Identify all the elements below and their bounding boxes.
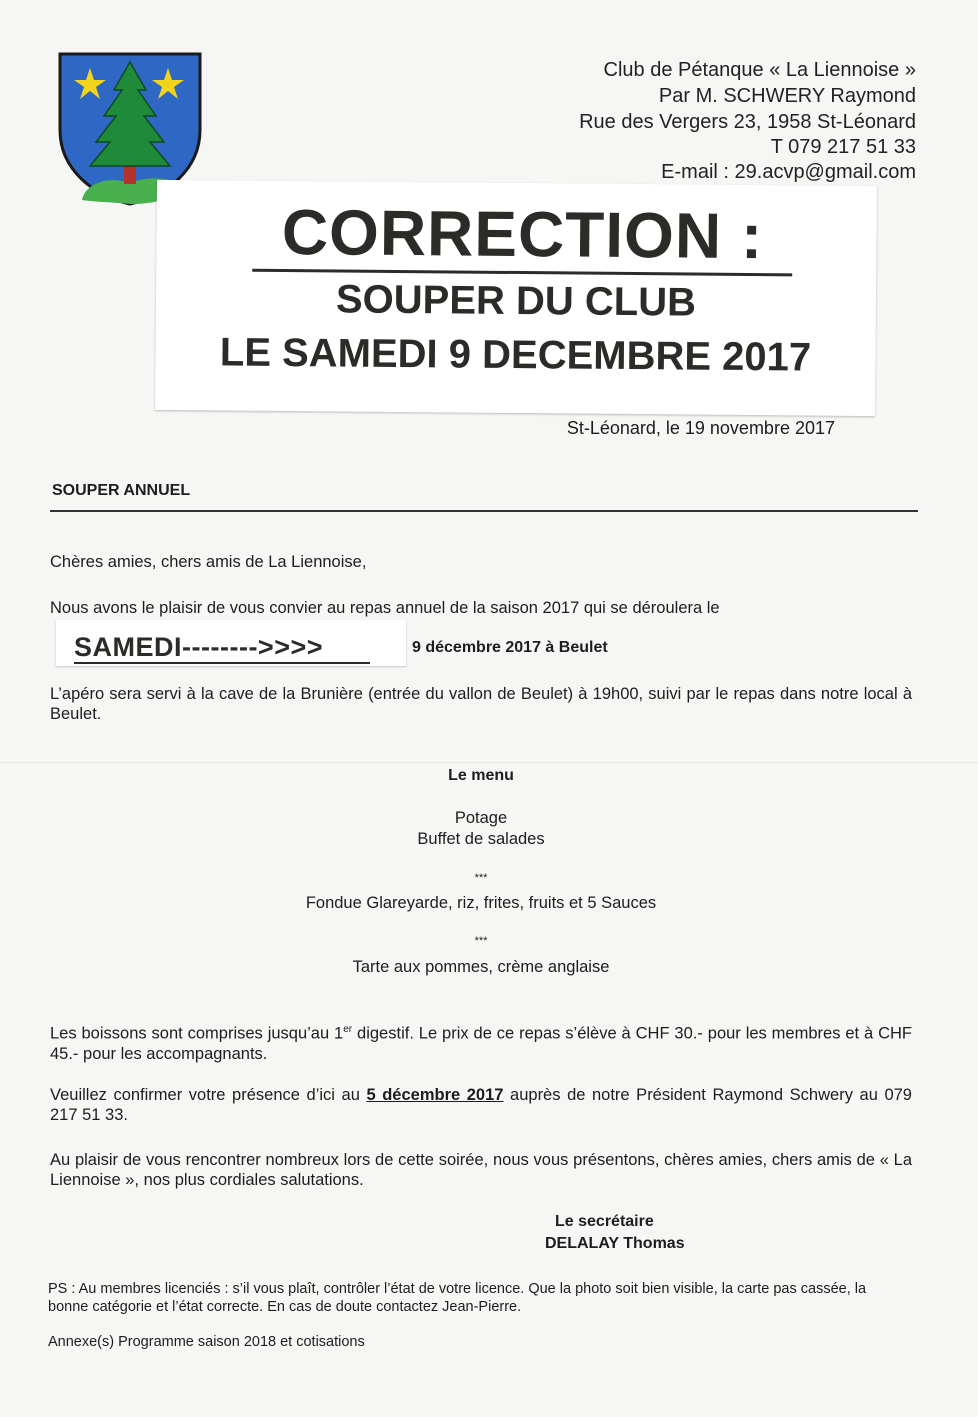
closing-paragraph: Au plaisir de vous rencontrer nombreux lors de cette soirée, nous vous présentons, chères amies, chers amis de « La Liennoise », nos plus cordiales salutations. — [50, 1151, 912, 1189]
greeting: Chères amies, chers amis de La Liennoise, — [50, 553, 367, 571]
sender-club: Club de Pétanque « La Liennoise » — [603, 59, 916, 81]
confirm-deadline: 5 décembre 2017 — [366, 1086, 504, 1104]
confirm-paragraph: Veuillez confirmer votre présence d’ici au 5 décembre 2017 auprès de notre Président Raymond Schwery au 079 217 51 33. — [50, 1086, 912, 1124]
menu-main-course: Fondue Glareyarde, riz, frites, fruits et 5 Sauces — [305, 894, 657, 912]
sender-phone: T 079 217 51 33 — [770, 136, 916, 158]
signature-role: Le secrétaire — [555, 1213, 654, 1230]
menu-starter-2: Buffet de salades — [417, 830, 545, 848]
subject-divider — [50, 510, 918, 512]
correction-title: CORRECTION : — [252, 195, 793, 277]
correction-notice — [155, 180, 877, 416]
sender-name: Par M. SCHWERY Raymond — [658, 85, 916, 107]
correction-line-2: LE SAMEDI 9 DECEMBRE 2017 — [219, 330, 812, 380]
postscript: PS : Au membres licenciés : s’il vous plaît, contrôler l’état de votre licence. Que la photo soit bien visible, la carte pas cassée, la bonne catégorie et l’état correcte. En cas de doute contactez Jean-Pierre. — [48, 1281, 867, 1315]
signature-name: DELALAY Thomas — [545, 1235, 685, 1252]
menu-separator: *** — [474, 935, 488, 947]
correction-line-1: SOUPER DU CLUB — [335, 277, 697, 325]
menu-title: Le menu — [448, 767, 514, 784]
apero-paragraph: L’apéro sera servi à la cave de la Brunière (entrée du vallon de Beulet) à 19h00, suivi par le repas dans notre local à Beulet. — [50, 685, 912, 723]
paper-fold — [0, 762, 978, 763]
samedi-underline — [74, 662, 370, 664]
annex-line: Annexe(s) Programme saison 2018 et cotisations — [48, 1334, 365, 1350]
drinks-paragraph: Les boissons sont comprises jusqu’au 1er digestif. Le prix de ce repas s’élève à CHF 30.- pour les membres et à CHF 45.- pour les accompagnants. — [50, 1024, 912, 1063]
intro-paragraph: Nous avons le plaisir de vous convier au repas annuel de la saison 2017 qui se déroulera le — [50, 599, 720, 617]
menu-dessert: Tarte aux pommes, crème anglaise — [352, 958, 610, 976]
menu-separator: *** — [474, 872, 488, 884]
sender-email: E-mail : 29.acvp@gmail.com — [661, 161, 916, 183]
samedi-label: SAMEDI-------->>>> — [74, 632, 324, 662]
event-date: 9 décembre 2017 à Beulet — [412, 639, 608, 656]
samedi-patch — [56, 620, 406, 666]
menu-starter-1: Potage — [454, 809, 508, 827]
letter-date: St-Léonard, le 19 novembre 2017 — [566, 418, 835, 438]
subject-heading: SOUPER ANNUEL — [52, 482, 191, 499]
sender-address: Rue des Vergers 23, 1958 St-Léonard — [579, 111, 916, 133]
